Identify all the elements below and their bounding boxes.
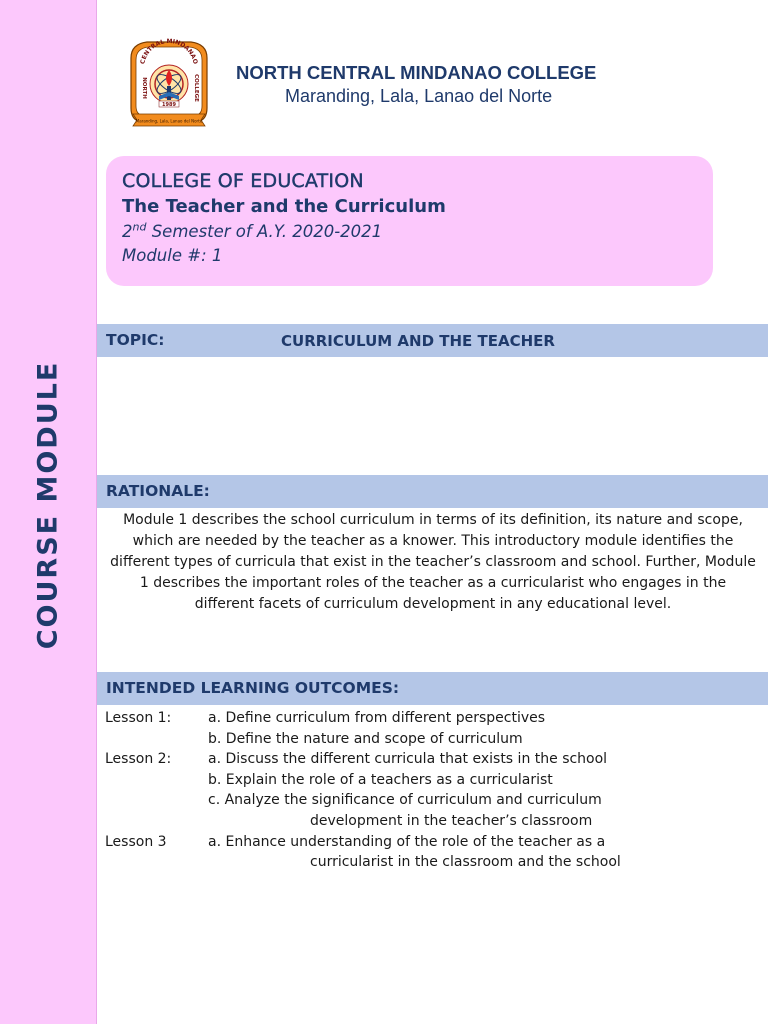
college-of-education-heading: COLLEGE OF EDUCATION xyxy=(122,170,364,192)
topic-label: TOPIC: xyxy=(106,331,165,349)
lesson-label: Lesson 3 xyxy=(105,833,167,850)
semester-ordinal: 2 xyxy=(122,222,133,241)
rationale-band xyxy=(97,475,768,508)
rationale-label: RATIONALE: xyxy=(106,482,210,500)
list-item xyxy=(105,813,755,834)
topic-title: CURRICULUM AND THE TEACHER xyxy=(281,332,555,350)
logo-year: 1989 xyxy=(162,102,176,108)
outcome-item-continuation: development in the teacher’s classroom xyxy=(310,812,593,829)
list-item xyxy=(105,731,755,752)
outcome-item: b. Explain the role of a teachers as a curricularist xyxy=(208,771,553,788)
outcomes-band xyxy=(97,672,768,705)
list-item xyxy=(105,792,755,813)
semester-rest: Semester of A.Y. 2020-2021 xyxy=(146,222,383,241)
module-number: Module #: 1 xyxy=(122,246,223,265)
semester-suffix: nd xyxy=(132,220,147,234)
logo-right-text: COLLEGE xyxy=(193,74,199,102)
outcome-item: a. Discuss the different curricula that exists in the school xyxy=(208,751,608,768)
outcome-item: c. Analyze the significance of curriculum and curriculum xyxy=(208,792,602,809)
college-name: NORTH CENTRAL MINDANAO COLLEGE xyxy=(236,62,597,83)
subject-title: The Teacher and the Curriculum xyxy=(122,196,446,217)
rationale-text: Module 1 describes the school curriculum in terms of its definition, its nature and scope, which are needed by the teacher as a knower. This introductory module identifies the different types of curricula that exist in the teacher’s classroom and school. Further, Module 1 describes the important roles of the teacher as a curricularist who engages in the different facets of curriculum development in any educational level. xyxy=(110,512,756,612)
sidebar xyxy=(0,0,97,1024)
list-item xyxy=(105,834,755,855)
outcomes-label: INTENDED LEARNING OUTCOMES: xyxy=(106,679,400,697)
list-item xyxy=(105,751,755,772)
college-seal-logo xyxy=(127,38,211,130)
outcome-item: b. Define the nature and scope of curriculum xyxy=(208,730,523,747)
outcome-item-continuation: curricularist in the classroom and the school xyxy=(310,854,621,871)
list-item xyxy=(105,710,755,731)
list-item xyxy=(105,772,755,793)
outcomes-list xyxy=(105,710,755,875)
college-address: Maranding, Lala, Lanao del Norte xyxy=(285,86,553,106)
sidebar-course-module-label: COURSE MODULE xyxy=(32,360,64,650)
lesson-label: Lesson 2: xyxy=(105,751,172,768)
course-info-box xyxy=(106,156,713,286)
semester-line xyxy=(122,220,697,244)
logo-arc-text: CENTRAL MINDANAO xyxy=(139,38,199,65)
lesson-label: Lesson 1: xyxy=(105,710,172,726)
outcome-item: a. Define curriculum from different perspectives xyxy=(208,710,546,726)
logo-left-text: NORTH xyxy=(141,77,147,99)
outcome-item: a. Enhance understanding of the role of the teacher as a xyxy=(208,833,606,850)
topic-band xyxy=(97,324,768,357)
list-item xyxy=(105,854,755,875)
logo-ribbon-text: Maranding, Lala, Lanao del Norte xyxy=(135,118,203,124)
